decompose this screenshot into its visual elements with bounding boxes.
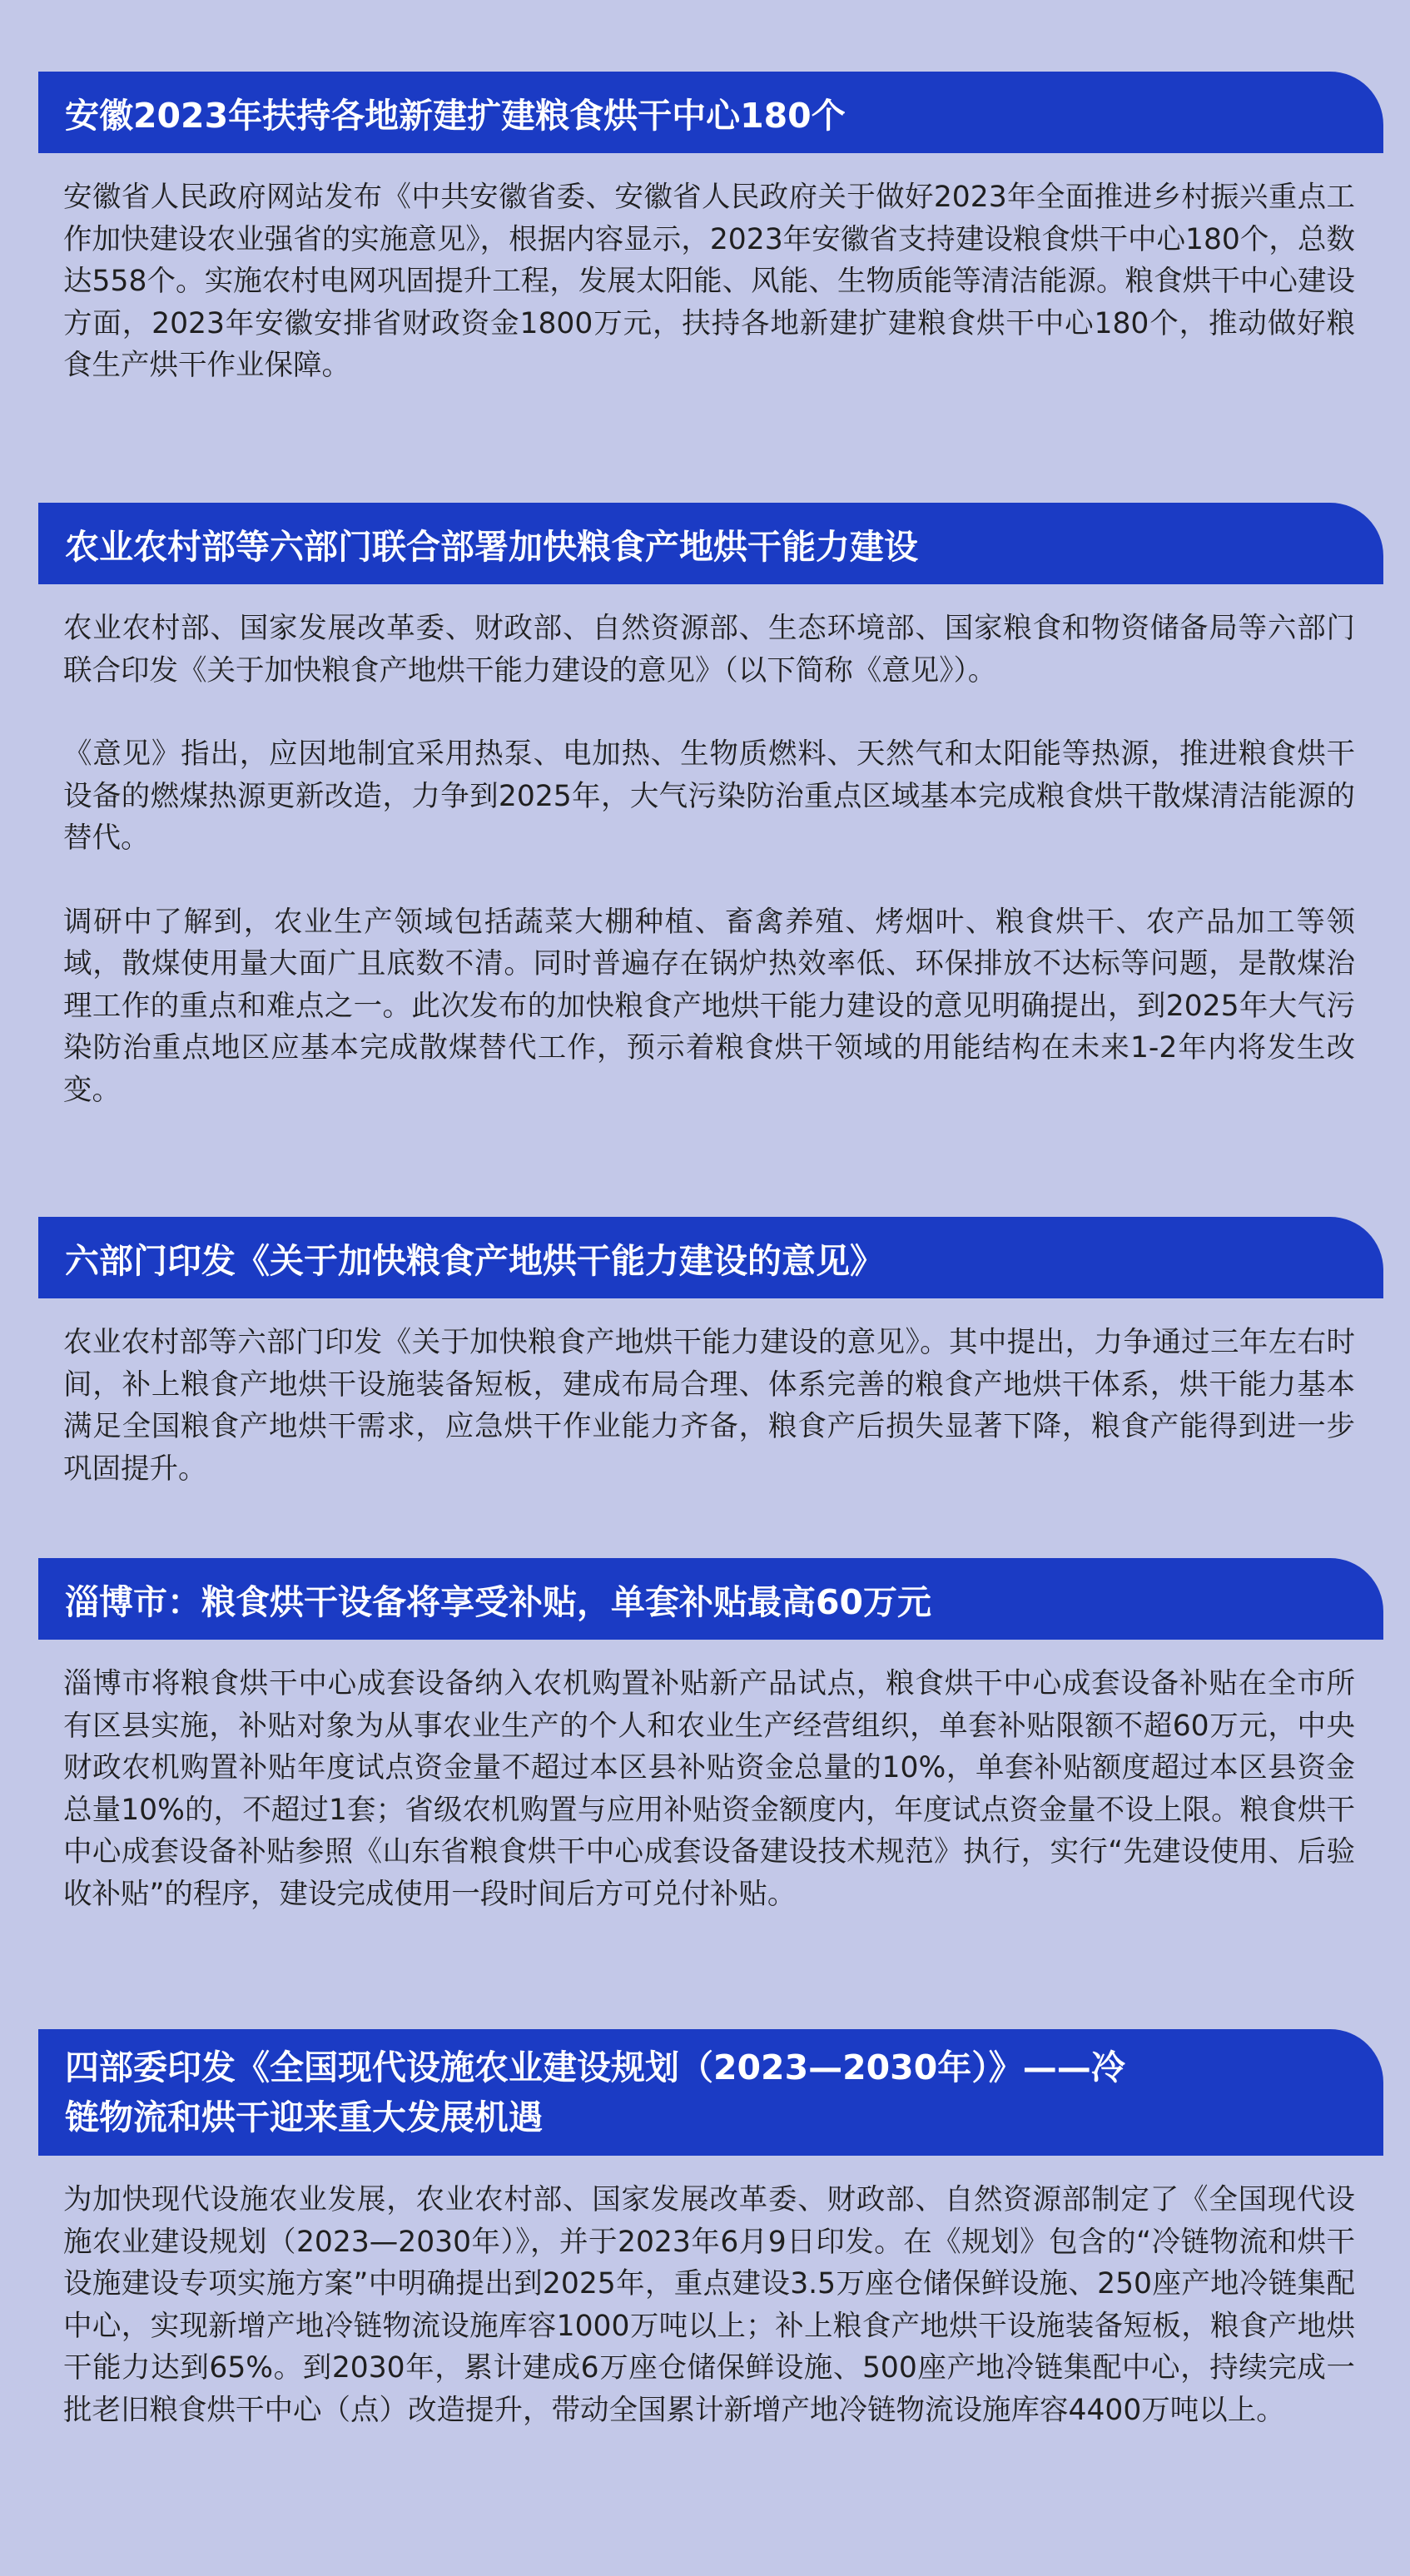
news-section xyxy=(38,503,1383,1111)
section-body xyxy=(63,608,1355,1111)
section-title: 六部门印发《关于加快粮食产地烘干能力建设的意见》 xyxy=(65,1240,884,1281)
section-body xyxy=(63,2179,1355,2431)
section-title-bar xyxy=(38,2029,1383,2156)
section-title: 安徽2023年扶持各地新建扩建粮食烘干中心180个 xyxy=(65,95,846,136)
section-body xyxy=(63,1322,1355,1490)
paragraph: 为加快现代设施农业发展，农业农村部、国家发展改革委、财政部、自然资源部制定了《全国现代设施农业建设规划（2023—2030年）》，并于2023年6月9日印发。在《规划》包含的“冷链物流和烘干设施建设专项实施方案”中明确提出到2025年，重点建设3.5万座仓储保鲜设施、250座产地冷链集配中心，实现新增产地冷链物流设施库容1000万吨以上；补上粮食产地烘干设施装备短板，粮食产地烘干能力达到65%。到2030年，累计建成6万座仓储保鲜设施、500座产地冷链集配中心，持续完成一批老旧粮食烘干中心（点）改造提升，带动全国累计新增产地冷链物流设施库容4400万吨以上。 xyxy=(63,2183,1355,2427)
paragraph: 淄博市将粮食烘干中心成套设备纳入农机购置补贴新产品试点，粮食烘干中心成套设备补贴在全市所有区县实施，补贴对象为从事农业生产的个人和农业生产经营组织，单套补贴限额不超60万元，中央财政农机购置补贴年度试点资金量不超过本区县补贴资金总量的10%，单套补贴额度超过本区县资金总量10%的，不超过1套；省级农机购置与应用补贴资金额度内，年度试点资金量不设上限。粮食烘干中心成套设备补贴参照《山东省粮食烘干中心成套设备建设技术规范》执行，实行“先建设使用、后验收补贴”的程序，建设完成使用一段时间后方可兑付补贴。 xyxy=(63,1667,1355,1911)
paragraph: 农业农村部等六部门印发《关于加快粮食产地烘干能力建设的意见》。其中提出，力争通过三年左右时间，补上粮食产地烘干设施装备短板，建成布局合理、体系完善的粮食产地烘干体系，烘干能力基本满足全国粮食产地烘干需求，应急烘干作业能力齐备，粮食产后损失显著下降，粮食产能得到进一步巩固提升。 xyxy=(63,1326,1355,1486)
news-section xyxy=(38,1558,1383,1915)
section-title-line: 四部委印发《全国现代设施农业建设规划（2023—2030年）》——冷 xyxy=(65,2047,1125,2087)
section-title-bar xyxy=(38,1558,1383,1640)
paragraph: 《意见》指出，应因地制宜采用热泵、电加热、生物质燃料、天然气和太阳能等热源，推进粮食烘干设备的燃煤热源更新改造，力争到2025年，大气污染防治重点区域基本完成粮食烘干散煤清洁能源的替代。 xyxy=(63,737,1355,855)
section-body xyxy=(63,176,1355,387)
news-section xyxy=(38,2029,1383,2431)
section-title: 淄博市：粮食烘干设备将享受补贴，单套补贴最高60万元 xyxy=(65,1581,932,1622)
section-title: 农业农村部等六部门联合部署加快粮食产地烘干能力建设 xyxy=(65,526,918,567)
section-body xyxy=(63,1663,1355,1915)
section-title-bar xyxy=(38,1217,1383,1298)
paragraph: 调研中了解到，农业生产领域包括蔬菜大棚种植、畜禽养殖、烤烟叶、粮食烘干、农产品加工等领域，散煤使用量大面广且底数不清。同时普遍存在锅炉热效率低、环保排放不达标等问题，是散煤治理工作的重点和难点之一。此次发布的加快粮食产地烘干能力建设的意见明确提出，到2025年大气污染防治重点地区应基本完成散煤替代工作，预示着粮食烘干领域的用能结构在未来1-2年内将发生改变。 xyxy=(63,905,1355,1107)
section-title xyxy=(65,2042,1125,2142)
news-section xyxy=(38,1217,1383,1490)
paragraph: 安徽省人民政府网站发布《中共安徽省委、安徽省人民政府关于做好2023年全面推进乡村振兴重点工作加快建设农业强省的实施意见》，根据内容显示，2023年安徽省支持建设粮食烘干中心180个，总数达558个。实施农村电网巩固提升工程，发展太阳能、风能、生物质能等清洁能源。粮食烘干中心建设方面，2023年安徽安排省财政资金1800万元，扶持各地新建扩建粮食烘干中心180个，推动做好粮食生产烘干作业保障。 xyxy=(63,181,1355,382)
section-title-bar xyxy=(38,72,1383,153)
news-section xyxy=(38,72,1383,387)
paragraph: 农业农村部、国家发展改革委、财政部、自然资源部、生态环境部、国家粮食和物资储备局等六部门联合印发《关于加快粮食产地烘干能力建设的意见》（以下简称《意见》）。 xyxy=(63,612,1355,687)
section-title-line: 链物流和烘干迎来重大发展机遇 xyxy=(65,2097,543,2137)
section-title-bar xyxy=(38,503,1383,584)
